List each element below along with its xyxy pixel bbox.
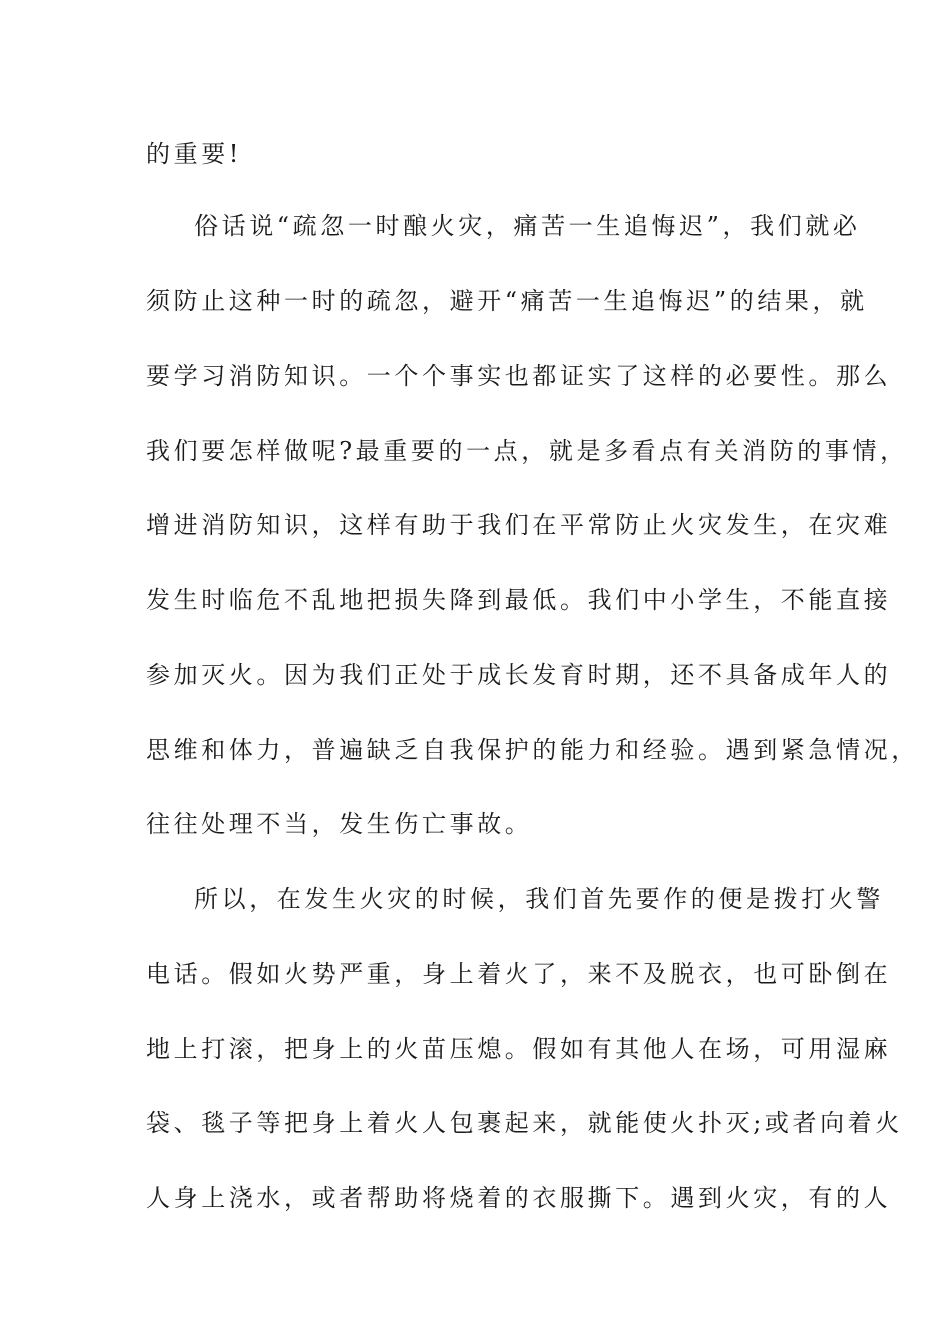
- paragraph-start-line: 俗话说“疏忽一时酿火灾，痛苦一生追悔迟”，我们就必: [194, 212, 861, 240]
- text-line: 的重要!: [146, 140, 243, 168]
- text-line: 地上打滚，把身上的火苗压熄。假如有其他人在场，可用湿麻: [146, 1035, 892, 1063]
- text-line: 袋、毯子等把身上着火人包裹起来，就能使火扑灭;或者向着火: [146, 1109, 903, 1137]
- paragraph-start-line: 所以，在发生火灾的时候，我们首先要作的便是拨打火警: [194, 885, 884, 913]
- text-line: 思维和体力，普遍缺乏自我保护的能力和经验。遇到紧急情况，: [146, 736, 919, 764]
- text-line: 参加灭火。因为我们正处于成长发育时期，还不具备成年人的: [146, 661, 892, 689]
- text-line: 增进消防知识，这样有助于我们在平常防止火灾发生，在灾难: [146, 511, 892, 539]
- text-line: 要学习消防知识。一个个事实也都证实了这样的必要性。那么: [146, 362, 892, 390]
- text-line: 发生时临危不乱地把损失降到最低。我们中小学生，不能直接: [146, 586, 892, 614]
- text-line: 须防止这种一时的疏忽，避开“痛苦一生追悔迟”的结果，就: [146, 287, 868, 315]
- text-line: 我们要怎样做呢?最重要的一点，就是多看点有关消防的事情，: [146, 437, 908, 465]
- text-line: 电话。假如火势严重，身上着火了，来不及脱衣，也可卧倒在: [146, 960, 892, 988]
- text-line: 往往处理不当，发生伤亡事故。: [146, 810, 533, 838]
- text-line: 人身上浇水，或者帮助将烧着的衣服撕下。遇到火灾，有的人: [146, 1184, 892, 1212]
